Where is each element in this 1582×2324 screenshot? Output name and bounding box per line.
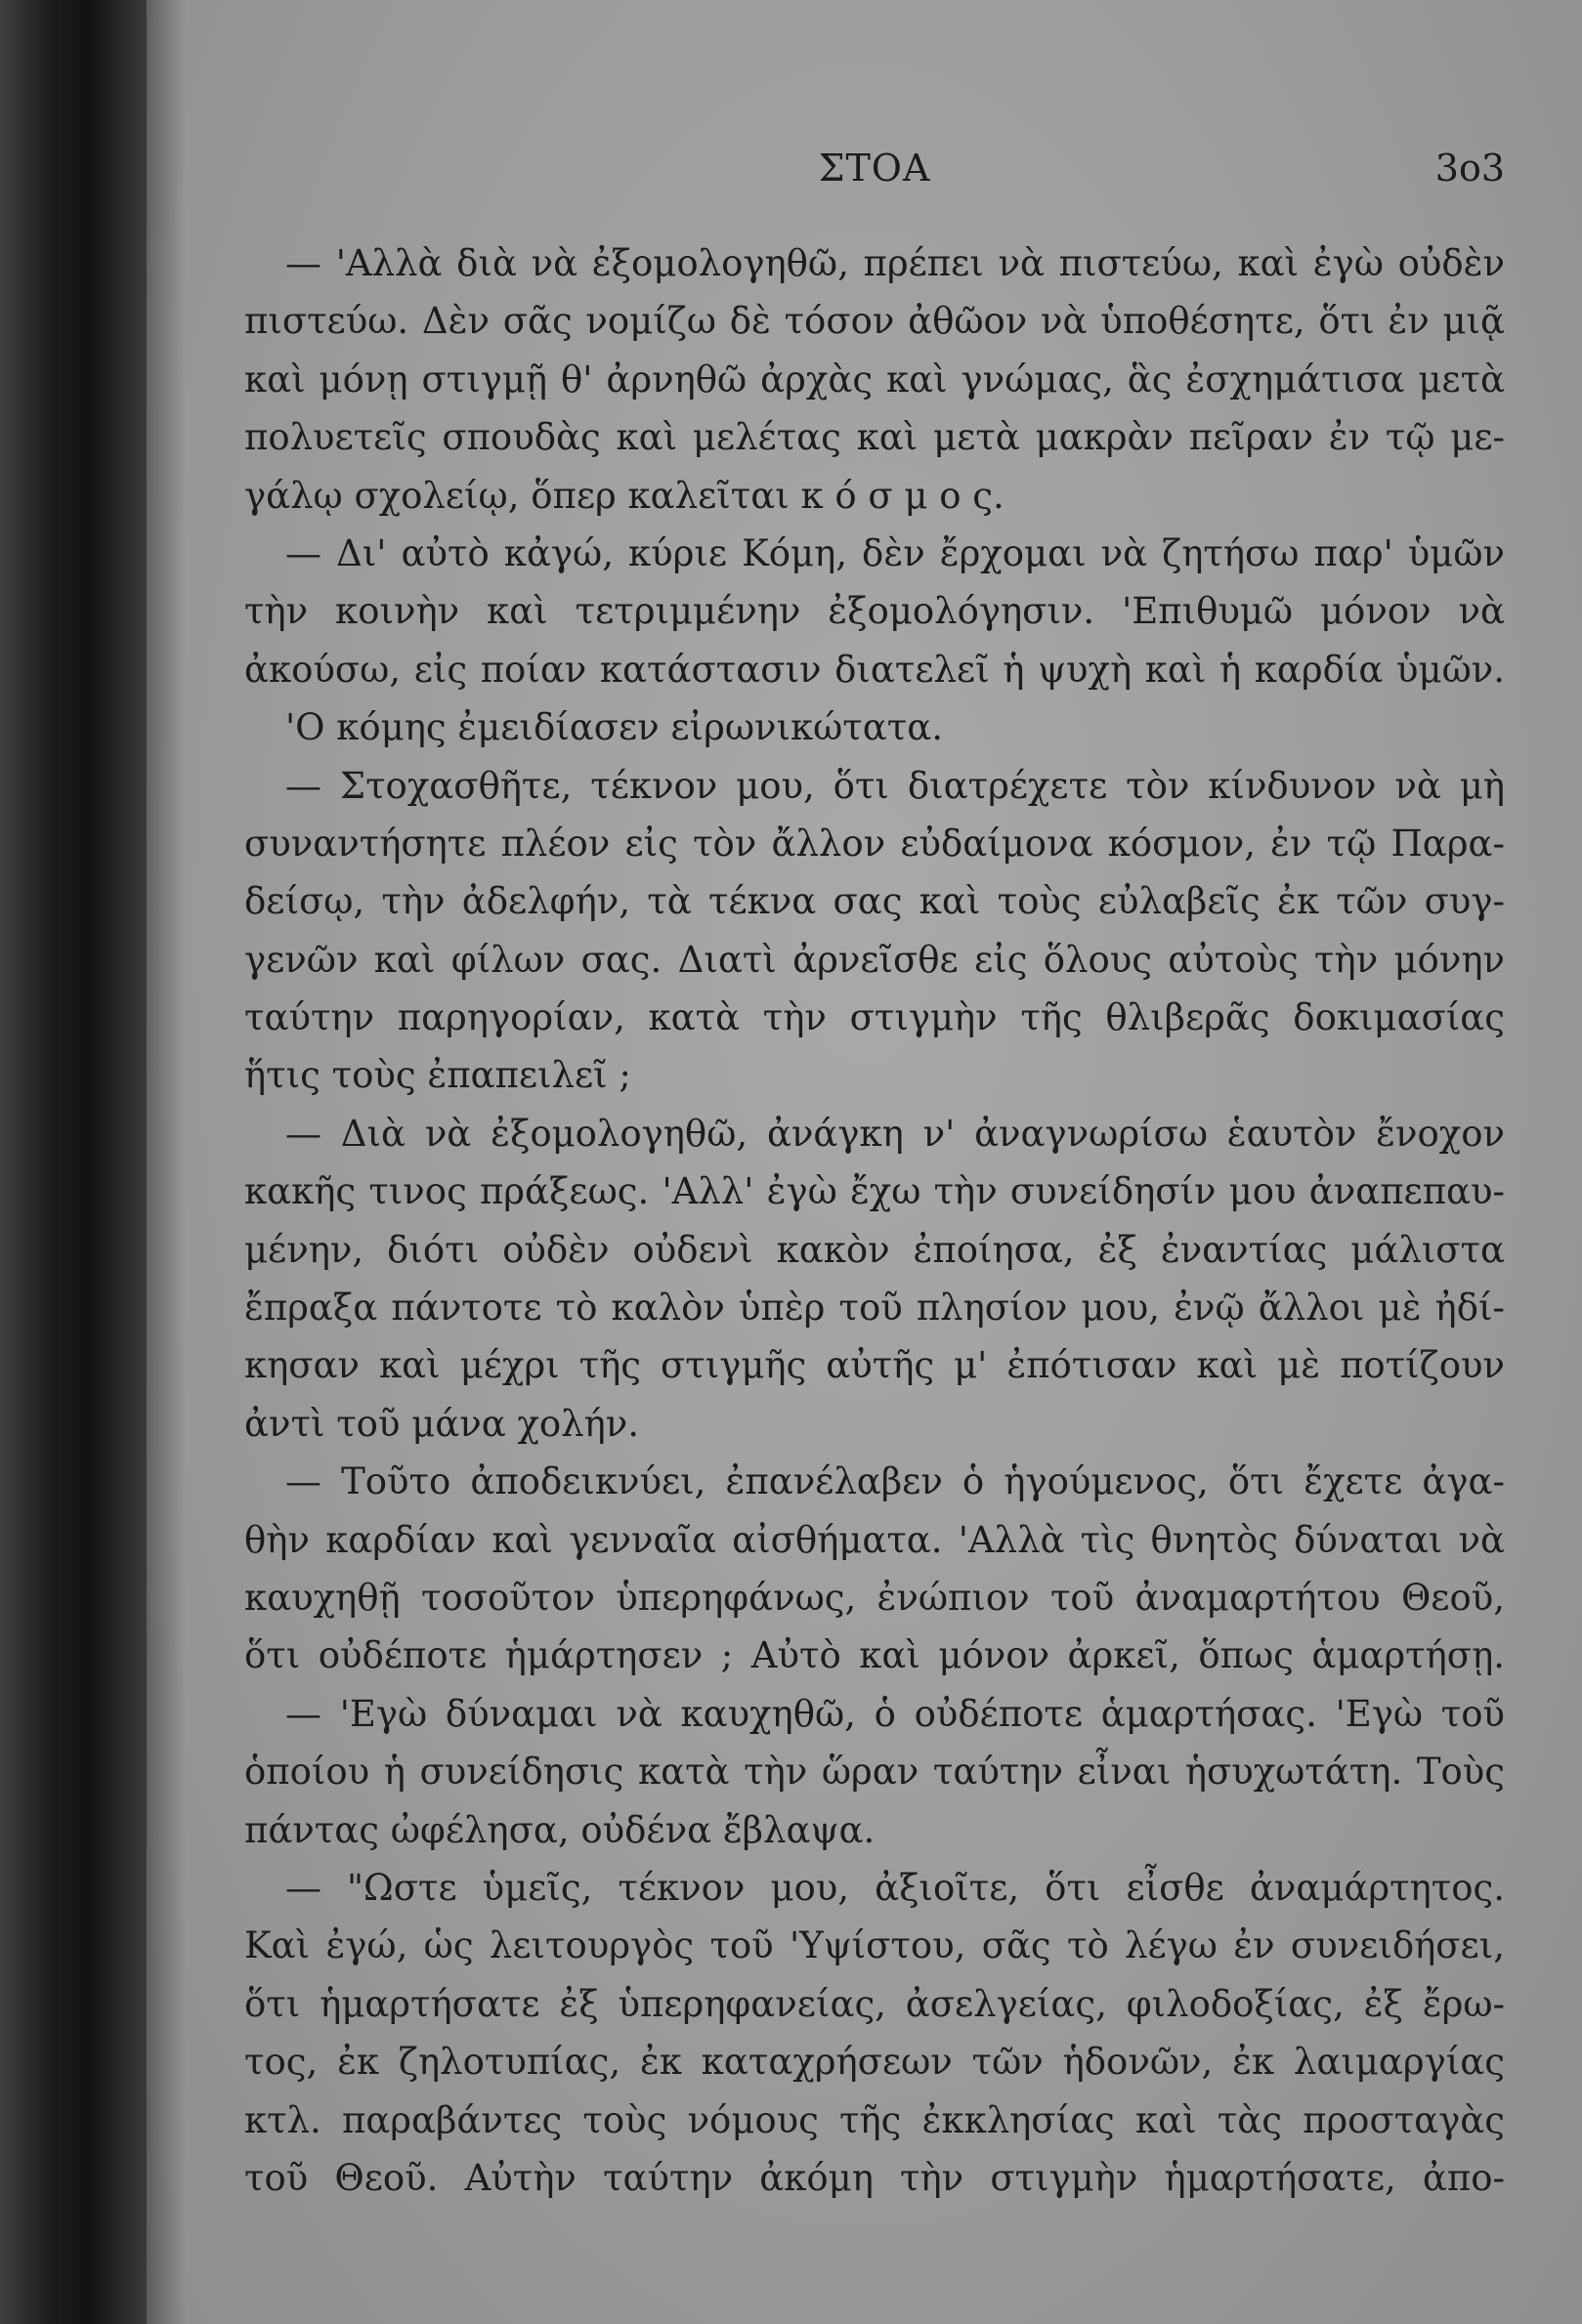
text-line: γενῶν καὶ φίλων σας. Διατὶ ἀρνεῖσθε εἰς ὅλους αὐτοὺς τὴν μόνην [244,938,1505,981]
text-line: θὴν καρδίαν καὶ γενναῖα αἰσθήματα. 'Αλλὰ τὶς θνητὸς δύναται νὰ [244,1518,1505,1561]
text-line: γάλῳ σχολείῳ, ὅπερ καλεῖται κ ό σ μ ο ς. [244,474,1005,517]
text-line: — Τοῦτο ἀποδεικνύει, ἐπανέλαβεν ὁ ἡγούμενος, ὅτι ἔχετε ἀγα- [285,1460,1505,1503]
text-line: κακῆς τινος πράξεως. 'Αλλ' ἐγὼ ἔχω τὴν συνείδησίν μου ἀναπεπαυ- [244,1170,1505,1213]
book-page [147,0,1582,2324]
text-line: — 'Αλλὰ διὰ νὰ ἐξομολογηθῶ, πρέπει νὰ πιστεύω, καὶ ἐγὼ οὐδὲν [285,242,1505,284]
text-line: — 'Εγὼ δύναμαι νὰ καυχηθῶ, ὁ οὐδέποτε ἁμαρτήσας. 'Εγὼ τοῦ [285,1692,1505,1735]
text-line: ἔπραξα πάντοτε τὸ καλὸν ὑπὲρ τοῦ πλησίον μου, ἐνῷ ἄλλοι μὲ ἠδί- [244,1287,1505,1330]
text-line: κησαν καὶ μέχρι τῆς στιγμῆς αὐτῆς μ' ἐπότισαν καὶ μὲ ποτίζουν [244,1344,1505,1387]
book-gutter [0,0,147,2324]
text-line: πάντας ὠφέλησα, οὐδένα ἔβλαψα. [244,1808,876,1851]
text-line: πιστεύω. Δὲν σᾶς νομίζω δὲ τόσον ἀθῶον νὰ ὑποθέσητε, ὅτι ἐν μιᾷ [244,300,1505,343]
text-line: ὅτι ἡμαρτήσατε ἐξ ὑπερηφανείας, ἀσελγείας, φιλοδοξίας, ἐξ ἔρω- [244,1982,1505,2025]
text-line: ὅτι οὐδέποτε ἡμάρτησεν ; Αὐτὸ καὶ μόνον ἀρκεῖ, ὅπως ἁμαρτήσῃ. [244,1634,1505,1677]
text-line: πολυετεῖς σπουδὰς καὶ μελέτας καὶ μετὰ μακρὰν πεῖραν ἐν τῷ με- [244,416,1505,459]
text-line: τὴν κοινὴν καὶ τετριμμένην ἐξομολόγησιν. 'Επιθυμῶ μόνον νὰ [244,590,1505,633]
text-line: ἥτις τοὺς ἐπαπειλεῖ ; [244,1054,631,1097]
text-line: 'Ο κόμης ἐμειδίασεν εἰρωνικώτατα. [285,706,943,749]
text-line: συναντήσητε πλέον εἰς τὸν ἄλλον εὐδαίμονα κόσμον, ἐν τῷ Παρα- [244,822,1505,865]
text-line: — Διὰ νὰ ἐξομολογηθῶ, ἀνάγκη ν' ἀναγνωρίσω ἑαυτὸν ἔνοχον [285,1112,1505,1155]
text-line: ὁποίου ἡ συνείδησις κατὰ τὴν ὥραν ταύτην εἶναι ἡσυχωτάτη. Τοὺς [244,1751,1505,1794]
text-line: κτλ. παραβάντες τοὺς νόμους τῆς ἐκκλησίας καὶ τὰς προσταγὰς [244,2098,1505,2141]
page-header [244,147,1505,205]
text-line: ἀντὶ τοῦ μάνα χολήν. [244,1402,640,1445]
running-head: ΣΤΟΑ [818,147,931,190]
text-line: καὶ μόνῃ στιγμῇ θ' ἀρνηθῶ ἀρχὰς καὶ γνώμας, ἃς ἐσχημάτισα μετὰ [244,358,1505,401]
text-line: τος, ἐκ ζηλοτυπίας, ἐκ καταχρήσεων τῶν ἡδονῶν, ἐκ λαιμαργίας [244,2041,1505,2084]
text-line: ταύτην παρηγορίαν, κατὰ τὴν στιγμὴν τῆς θλιβερᾶς δοκιμασίας [244,996,1505,1039]
text-line: τοῦ Θεοῦ. Αὐτὴν ταύτην ἀκόμη τὴν στιγμὴν ἡμαρτήσατε, ἀπο- [244,2156,1505,2199]
text-line: μένην, διότι οὐδὲν οὐδενὶ κακὸν ἐποίησα, ἐξ ἐναντίας μάλιστα [244,1228,1505,1271]
body-text [244,234,1505,2207]
text-line: — Δι' αὐτὸ κἀγώ, κύριε Κόμη, δὲν ἔρχομαι νὰ ζητήσω παρ' ὑμῶν [285,531,1505,574]
page-number: 3ο3 [1434,147,1505,190]
text-line: — "Ωστε ὑμεῖς, τέκνον μου, ἀξιοῖτε, ὅτι εἶσθε ἀναμάρτητος. [285,1866,1505,1909]
text-line: ἀκούσω, εἰς ποίαν κατάστασιν διατελεῖ ἡ ψυχὴ καὶ ἡ καρδία ὑμῶν. [244,648,1505,691]
text-line: — Στοχασθῆτε, τέκνον μου, ὅτι διατρέχετε τὸν κίνδυνον νὰ μὴ [285,764,1505,807]
text-line: Καὶ ἐγώ, ὡς λειτουργὸς τοῦ 'Υψίστου, σᾶς τὸ λέγω ἐν συνειδήσει, [244,1924,1505,1967]
text-line: καυχηθῇ τοσοῦτον ὑπερηφάνως, ἐνώπιον τοῦ ἀναμαρτήτου Θεοῦ, [244,1576,1505,1619]
text-line: δείσῳ, τὴν ἀδελφήν, τὰ τέκνα σας καὶ τοὺς εὐλαβεῖς ἐκ τῶν συγ- [244,880,1505,923]
